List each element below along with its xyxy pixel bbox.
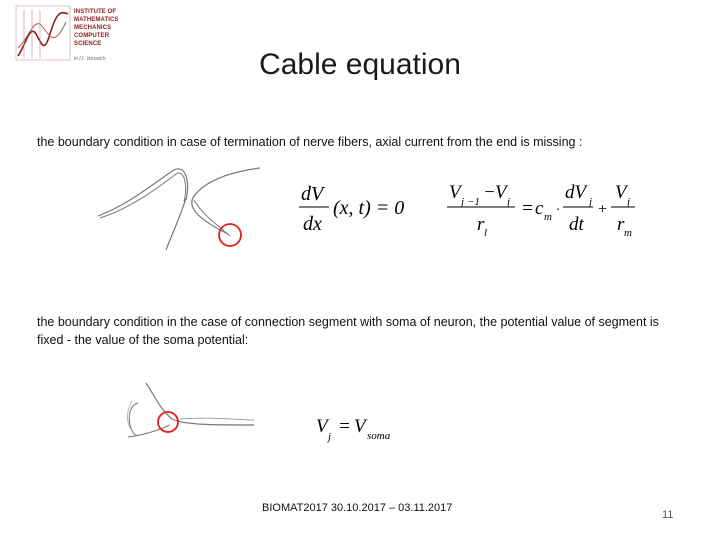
svg-text:r: r: [617, 214, 625, 235]
footer-conference: BIOMAT2017 30.10.2017 – 03.11.2017: [262, 502, 453, 514]
svg-text:m: m: [544, 211, 552, 223]
boundary-equation-discrete: [445, 178, 645, 244]
boundary-condition-soma-text: the boundary condition in the case of connection segment with soma of neuron, the potential value of segment is fixed - the value of the soma potential:: [37, 315, 659, 347]
svg-text:soma: soma: [367, 430, 391, 442]
svg-text:V: V: [354, 416, 366, 437]
svg-text:j: j: [589, 196, 593, 208]
svg-text:j: j: [328, 431, 332, 443]
svg-text:(x, t) = 0: (x, t) = 0: [333, 197, 405, 219]
logo-line: MATHEMATICS: [74, 17, 119, 23]
logo-line: COMPUTER: [74, 33, 110, 39]
svg-text:dx: dx: [303, 213, 322, 235]
svg-text:=: =: [521, 198, 534, 219]
logo-subtitle: in I.I. Vorovich: [74, 56, 106, 62]
page-number: 11: [662, 509, 674, 521]
svg-text:−: −: [483, 182, 496, 203]
nerve-termination-diagram: [90, 160, 260, 255]
svg-text:dt: dt: [569, 214, 584, 235]
svg-text:V: V: [615, 182, 627, 203]
svg-text:c: c: [535, 198, 544, 219]
logo-line: MECHANICS: [74, 25, 112, 31]
svg-text:V: V: [449, 182, 461, 203]
svg-text:dV: dV: [565, 182, 587, 203]
svg-text:−1: −1: [467, 196, 480, 208]
svg-text:+: +: [597, 201, 608, 218]
svg-text:j: j: [627, 196, 631, 208]
svg-text:=: =: [338, 416, 351, 437]
svg-text:V: V: [495, 182, 507, 203]
soma-potential-equation: [312, 408, 412, 448]
termination-highlight-circle: [219, 224, 241, 246]
boundary-equation-derivative: [297, 178, 417, 238]
svg-text:dV: dV: [301, 183, 324, 205]
svg-text:·: ·: [556, 203, 560, 218]
svg-text:j: j: [461, 196, 465, 208]
svg-text:r: r: [477, 214, 485, 235]
svg-text:m: m: [624, 227, 632, 239]
slide-title: Cable equation: [259, 48, 461, 81]
svg-text:j: j: [507, 196, 511, 208]
svg-text:V: V: [316, 416, 328, 437]
logo-line: SCIENCE: [74, 41, 102, 47]
logo-line: INSTITUTE OF: [74, 9, 117, 15]
svg-text:l: l: [484, 227, 488, 239]
soma-connection-diagram: [124, 375, 259, 447]
logo-text: [74, 8, 119, 48]
boundary-condition-termination-text: the boundary condition in case of termination of nerve fibers, axial current from the end is missing :: [37, 135, 583, 149]
